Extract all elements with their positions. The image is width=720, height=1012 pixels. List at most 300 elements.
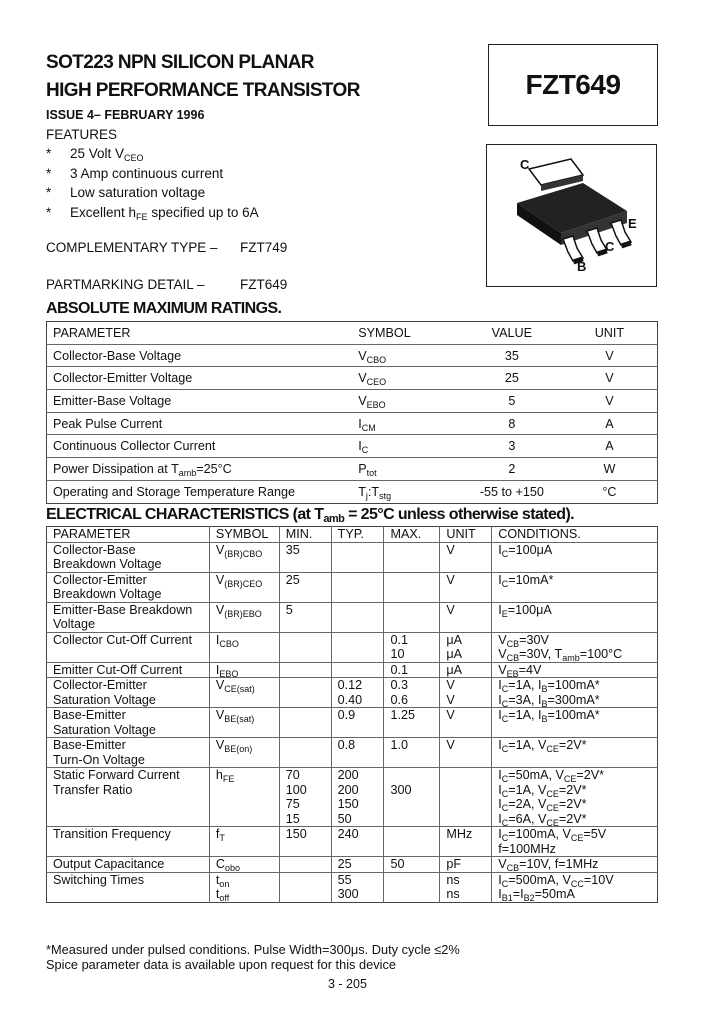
elec-param (47, 632, 210, 662)
elec-symbol-sub: FE (222, 774, 235, 784)
elec-cond-text: I (498, 738, 502, 752)
elec-cond-line (498, 797, 657, 812)
symbol-text: I (358, 439, 362, 454)
elec-typ-line: 55 (337, 872, 352, 887)
abs-max-symbol (352, 458, 462, 481)
abs-max-unit: °C (562, 480, 658, 503)
abs-max-row (47, 435, 658, 458)
elec-param (47, 662, 210, 678)
abs-max-unit: W (562, 458, 658, 481)
elec-cond-text: V (498, 647, 507, 661)
elec-cond-text: =1A, V (508, 782, 547, 797)
elec-cond-text: =4V (518, 662, 542, 677)
elec-cond-text: =2V* (558, 797, 587, 811)
elec-symbol-sub: (BR)CEO (224, 578, 263, 589)
bullet-star: * (46, 204, 52, 220)
elec-max-line: 1.0 (390, 738, 408, 752)
abs-max-symbol (352, 435, 462, 458)
elec-cond-text: I (498, 811, 502, 826)
elec-max-line: 50 (390, 857, 405, 871)
elec-symbol-line (216, 573, 279, 588)
elec-min (279, 827, 331, 857)
abs-max-row (47, 344, 658, 367)
elec-min-line (286, 708, 331, 723)
elec-cond-line: f=100MHz (498, 841, 556, 856)
elec-cond-sub: CB (506, 638, 520, 649)
param-text: Power Dissipation at T (53, 461, 179, 476)
elec-title-part-b: = 25°C unless otherwise stated). (344, 506, 575, 523)
elec-unit-line (446, 783, 491, 798)
elec-typ-line: 0.8 (337, 738, 356, 752)
abs-max-param (47, 390, 353, 413)
elec-cond (492, 662, 658, 678)
elec-row (47, 872, 658, 902)
complementary-label: COMPLEMENTARY TYPE – (46, 240, 218, 255)
elec-min-line: 35 (285, 542, 300, 557)
elec-cond-text: I (498, 872, 502, 887)
elec-min (279, 572, 331, 602)
elec-min-line (286, 633, 331, 648)
abs-max-header-row (47, 322, 658, 345)
abs-max-value: 5 (462, 390, 562, 413)
elec-header-cell: UNIT (440, 527, 492, 543)
elec-param-line: Breakdown Voltage (53, 557, 162, 571)
param-text: Operating and Storage Temperature Range (53, 484, 296, 499)
symbol-sub: EBO (366, 399, 386, 410)
elec-header-cell: TYP. (331, 527, 384, 543)
elec-cond (492, 678, 658, 708)
feature-text: 3 Amp continuous current (70, 165, 224, 181)
elec-symbol-line (216, 873, 279, 888)
elec-cond-line (498, 693, 657, 708)
abs-max-header-cell: SYMBOL (358, 325, 411, 340)
elec-symbol (209, 662, 279, 678)
elec-typ (331, 542, 384, 572)
elec-param (47, 708, 210, 738)
pin-label-collector: C (605, 239, 615, 254)
elec-cond-text: I (498, 692, 502, 707)
elec-cond-text: I (498, 827, 502, 841)
abs-max-row (47, 458, 658, 481)
elec-max (384, 602, 440, 632)
elec-row (47, 662, 658, 678)
feature-item (46, 205, 259, 220)
elec-param (47, 857, 210, 873)
elec-cond (492, 827, 658, 857)
elec-title (46, 506, 574, 524)
elec-typ (331, 708, 384, 738)
elec-min (279, 542, 331, 572)
elec-param (47, 678, 210, 708)
elec-cond-sub: CE (546, 817, 559, 828)
elec-cond-line (498, 827, 657, 842)
elec-param (47, 827, 210, 857)
elec-typ-line: 0.9 (337, 708, 356, 722)
elec-typ-line: 300 (337, 887, 359, 901)
elec-max-line: 300 (390, 782, 412, 797)
elec-typ-line: 0.40 (337, 692, 363, 707)
elec-symbol-line (216, 663, 279, 678)
elec-max-line: 0.3 (390, 678, 408, 692)
elec-cond (492, 542, 658, 572)
abs-max-header-cell: UNIT (594, 325, 625, 340)
elec-max-line: 0.1 (390, 632, 408, 647)
elec-max (384, 708, 440, 738)
elec-symbol-line (216, 857, 279, 872)
elec-cond-text: I (498, 797, 502, 811)
elec-cond-text: =10V, f=1MHz (519, 857, 599, 871)
elec-max-line (390, 812, 439, 827)
elec-cond-text: =2A, V (508, 797, 547, 811)
elec-max-line (390, 768, 439, 783)
elec-symbol-sub: (BR)EBO (224, 608, 262, 619)
elec-max (384, 678, 440, 708)
elec-row (47, 572, 658, 602)
elec-symbol-sub: (BR)CBO (224, 548, 263, 559)
abs-max-param (47, 412, 353, 435)
elec-symbol-sub: BE(on) (224, 744, 253, 754)
elec-symbol-text: h (215, 768, 223, 782)
elec-unit (440, 662, 492, 678)
elec-param-line: Voltage (53, 617, 96, 631)
partmarking-value: FZT649 (240, 277, 288, 292)
symbol-sub: CBO (366, 354, 387, 365)
abs-max-value: 3 (462, 435, 562, 458)
elec-typ-line: 240 (337, 827, 359, 841)
elec-unit-line: pF (446, 857, 462, 871)
elec-symbol-text: V (215, 708, 225, 722)
elec-cond-sub: CE (546, 788, 559, 799)
abs-max-param (47, 435, 353, 458)
footnote-pulsed: *Measured under pulsed conditions. Pulse Width=300μs. Duty cycle ≤2% (46, 942, 460, 957)
elec-cond-sub: C (501, 548, 509, 559)
abs-max-value: 8 (462, 412, 562, 435)
title-line-1: SOT223 NPN SILICON PLANAR (46, 52, 314, 73)
elec-max (384, 827, 440, 857)
elec-unit-line: V (446, 542, 455, 557)
abs-max-row (47, 367, 658, 390)
elec-typ (331, 572, 384, 602)
elec-cond-sub: CE (570, 833, 584, 843)
abs-max-row (47, 480, 658, 503)
elec-cond-line (498, 663, 657, 678)
complementary-value: FZT749 (240, 240, 288, 255)
elec-param-line: Emitter Cut-Off Current (53, 662, 183, 677)
elec-cond-sub: C (501, 578, 509, 589)
elec-symbol-text: V (215, 542, 225, 557)
elec-cond-text: =100mA* (547, 708, 600, 722)
abs-max-symbol (352, 480, 462, 503)
elec-param (47, 572, 210, 602)
pin-label-collector-tab: C (520, 157, 530, 172)
elec-cond-text: I (498, 602, 502, 617)
elec-symbol-text: C (215, 857, 225, 871)
elec-symbol-line (216, 543, 279, 558)
elec-cond-text: =2V* (558, 738, 587, 752)
elec-cond-sub: CB (506, 863, 520, 873)
elec-max-line (390, 797, 439, 812)
elec-symbol (209, 827, 279, 857)
elec-cond-line (498, 633, 657, 648)
elec-cond-sub: B (541, 684, 548, 694)
elec-min-line (286, 738, 331, 753)
elec-cond-text: =50mA, V (508, 768, 564, 782)
elec-max-line: 0.1 (390, 662, 408, 677)
feature-text: Low saturation voltage (70, 185, 206, 200)
elec-cond-text: V (498, 662, 507, 677)
elec-cond-text: I (498, 887, 502, 901)
symbol-sub: tot (366, 467, 377, 478)
elec-param-line: Turn-On Voltage (53, 752, 145, 767)
elec-cond-text: =100μA (507, 602, 552, 617)
elec-cond-line (498, 768, 657, 783)
elec-unit-line: ns (446, 887, 460, 901)
elec-min (279, 662, 331, 678)
elec-param-line: Collector Cut-Off Current (53, 632, 193, 647)
abs-max-unit: V (562, 367, 658, 390)
elec-max-line (390, 873, 439, 888)
elec-cond-line (498, 603, 657, 618)
elec-unit (440, 708, 492, 738)
elec-typ-line: 150 (337, 797, 359, 811)
elec-symbol (209, 632, 279, 662)
elec-min-line: 5 (285, 602, 293, 617)
elec-min-line: 100 (285, 782, 307, 797)
elec-min (279, 708, 331, 738)
abs-max-value: 2 (462, 458, 562, 481)
feature-item (46, 146, 144, 161)
abs-max-row (47, 390, 658, 413)
elec-symbol-line (216, 887, 279, 902)
elec-unit (440, 872, 492, 902)
elec-typ-line: 0.12 (337, 678, 363, 692)
elec-cond-text: I (498, 782, 502, 797)
elec-cond-text: =6A, V (508, 811, 547, 826)
elec-min-line: 70 (285, 768, 300, 782)
elec-symbol-sub: T (219, 833, 225, 843)
bullet-star: * (46, 146, 52, 161)
abs-max-row (47, 412, 658, 435)
elec-unit-line: μA (446, 647, 462, 661)
elec-header-cell: MIN. (279, 527, 331, 543)
elec-param-line: Base-Emitter (53, 738, 126, 752)
elec-cond (492, 572, 658, 602)
elec-symbol (209, 738, 279, 768)
elec-symbol-line (216, 678, 279, 693)
elec-title-part-a: ELECTRICAL CHARACTERISTICS (at T (46, 506, 324, 523)
elec-cond (492, 857, 658, 873)
elec-unit (440, 857, 492, 873)
elec-unit (440, 827, 492, 857)
elec-unit (440, 542, 492, 572)
abs-max-unit: A (562, 435, 658, 458)
elec-cond-text: I (498, 708, 502, 722)
elec-symbol-line (216, 827, 279, 842)
elec-cond (492, 872, 658, 902)
elec-symbol (209, 678, 279, 708)
abs-max-param (47, 344, 353, 367)
elec-typ-line (338, 663, 384, 678)
symbol-text: :T (367, 484, 380, 499)
param-text: =25°C (196, 461, 232, 476)
elec-typ-line: 200 (337, 782, 359, 797)
elec-unit (440, 768, 492, 827)
elec-max-line: 1.25 (390, 708, 415, 722)
abs-max-value: -55 to +150 (462, 480, 562, 503)
elec-row (47, 542, 658, 572)
elec-cond-sub: C (501, 684, 509, 694)
elec-symbol-text: I (215, 632, 220, 647)
elec-typ (331, 632, 384, 662)
elec-unit-line: μA (446, 662, 462, 677)
elec-symbol-text: t (215, 872, 220, 887)
elec-param-line: Base-Emitter (53, 708, 126, 722)
elec-cond-text: =300mA* (547, 692, 600, 707)
elec-cond-sub: C (501, 714, 509, 724)
feature-text: specified up to 6A (147, 204, 259, 220)
elec-cond-sub: CE (546, 803, 559, 813)
elec-cond-sub: C (501, 774, 509, 784)
elec-symbol-line (216, 633, 279, 648)
partmarking-label: PARTMARKING DETAIL – (46, 277, 205, 292)
elec-cond-text: =30V (519, 632, 549, 647)
symbol-text: I (358, 416, 362, 431)
elec-cond-sub: CB (506, 653, 520, 663)
elec-unit-line: V (446, 602, 455, 617)
elec-header-cell: PARAMETER (53, 527, 131, 541)
feature-item (46, 166, 223, 181)
elec-symbol-sub: obo (224, 863, 241, 873)
elec-param-line: Saturation Voltage (53, 722, 156, 737)
elec-cond-text: =2V* (558, 782, 587, 797)
elec-min-line (286, 873, 331, 888)
param-text: Peak Pulse Current (53, 416, 163, 431)
symbol-sub: stg (379, 490, 392, 501)
elec-row (47, 768, 658, 827)
elec-cond-text: =5V (583, 827, 607, 841)
elec-min (279, 632, 331, 662)
param-text: Continuous Collector Current (53, 439, 216, 454)
elec-param-line: Collector-Emitter (53, 572, 147, 587)
elec-symbol (209, 572, 279, 602)
elec-cond-text: =1A, I (508, 678, 542, 692)
elec-cond-text: =500mA, V (508, 872, 571, 887)
symbol-text: T (358, 484, 366, 499)
elec-cond-text: I (498, 572, 502, 587)
feature-text: 25 Volt V (70, 146, 125, 161)
elec-cond-text: =50mA (534, 887, 575, 901)
elec-typ-line: 50 (337, 811, 352, 826)
elec-unit (440, 632, 492, 662)
elec-cond (492, 602, 658, 632)
elec-symbol-text: V (215, 738, 225, 752)
elec-cond-line (498, 812, 657, 827)
elec-row (47, 632, 658, 662)
elec-cond-line (498, 857, 657, 872)
feature-item (46, 185, 205, 200)
elec-cond-sub: B1 (501, 893, 513, 903)
elec-typ-line (338, 573, 384, 588)
elec-symbol-sub: off (219, 893, 230, 903)
abs-max-param (47, 458, 353, 481)
elec-min-line: 15 (285, 811, 300, 826)
elec-cond-text: I (498, 542, 502, 557)
part-number-box (488, 44, 658, 126)
param-sub: amb (178, 467, 197, 478)
elec-cond-line (498, 873, 657, 888)
elec-cond-line (498, 738, 657, 753)
elec-unit-line: MHz (446, 827, 473, 841)
elec-typ (331, 678, 384, 708)
pin-label-emitter: E (628, 216, 637, 231)
elec-symbol (209, 857, 279, 873)
elec-typ-line (338, 647, 384, 662)
elec-param-line: Breakdown Voltage (53, 587, 162, 601)
elec-cond-sub: B (541, 714, 548, 724)
elec-typ (331, 662, 384, 678)
part-number: FZT649 (525, 69, 621, 100)
elec-symbol (209, 872, 279, 902)
bullet-star: * (46, 165, 52, 181)
elec-cond-text: =1A, V (508, 738, 547, 752)
elec-cond-text: =100μA (508, 542, 553, 557)
elec-unit-line: V (446, 708, 455, 722)
elec-symbol-text: V (215, 678, 225, 692)
elec-max (384, 768, 440, 827)
elec-min-line (286, 678, 331, 693)
elec-min-line (286, 857, 331, 872)
elec-cond-text: V (498, 857, 507, 871)
elec-min-line: 150 (285, 827, 307, 841)
abs-max-symbol (352, 344, 462, 367)
elec-unit-line (446, 768, 491, 783)
elec-char-table (46, 526, 658, 903)
elec-unit-line: V (446, 678, 455, 692)
elec-cond-text: =30V, T (519, 647, 563, 661)
elec-max (384, 738, 440, 768)
elec-symbol-line (216, 768, 279, 783)
elec-symbol (209, 602, 279, 632)
abs-max-table (46, 321, 658, 504)
elec-min (279, 857, 331, 873)
elec-cond-sub: C (501, 803, 509, 813)
param-text: Collector-Base Voltage (53, 348, 182, 363)
elec-row (47, 602, 658, 632)
elec-cond-sub: CE (563, 774, 577, 784)
elec-param (47, 602, 210, 632)
elec-max-line (390, 827, 439, 842)
elec-cond-sub: C (501, 878, 509, 889)
abs-max-symbol (352, 367, 462, 390)
elec-cond-text: =10V (583, 872, 614, 887)
elec-max (384, 542, 440, 572)
elec-cond-line (498, 573, 657, 588)
elec-typ (331, 857, 384, 873)
elec-symbol-sub: EBO (219, 668, 239, 679)
elec-cond-line (498, 887, 657, 902)
elec-param (47, 768, 210, 827)
elec-cond-text: I (498, 768, 502, 782)
abs-max-value: 25 (462, 367, 562, 390)
elec-unit (440, 602, 492, 632)
elec-typ (331, 768, 384, 827)
elec-cond-text: =1A, I (508, 708, 542, 722)
elec-header-cell: MAX. (384, 527, 440, 543)
abs-max-unit: V (562, 390, 658, 413)
elec-unit (440, 678, 492, 708)
elec-max-line (390, 887, 439, 902)
pin-label-base: B (577, 259, 587, 274)
